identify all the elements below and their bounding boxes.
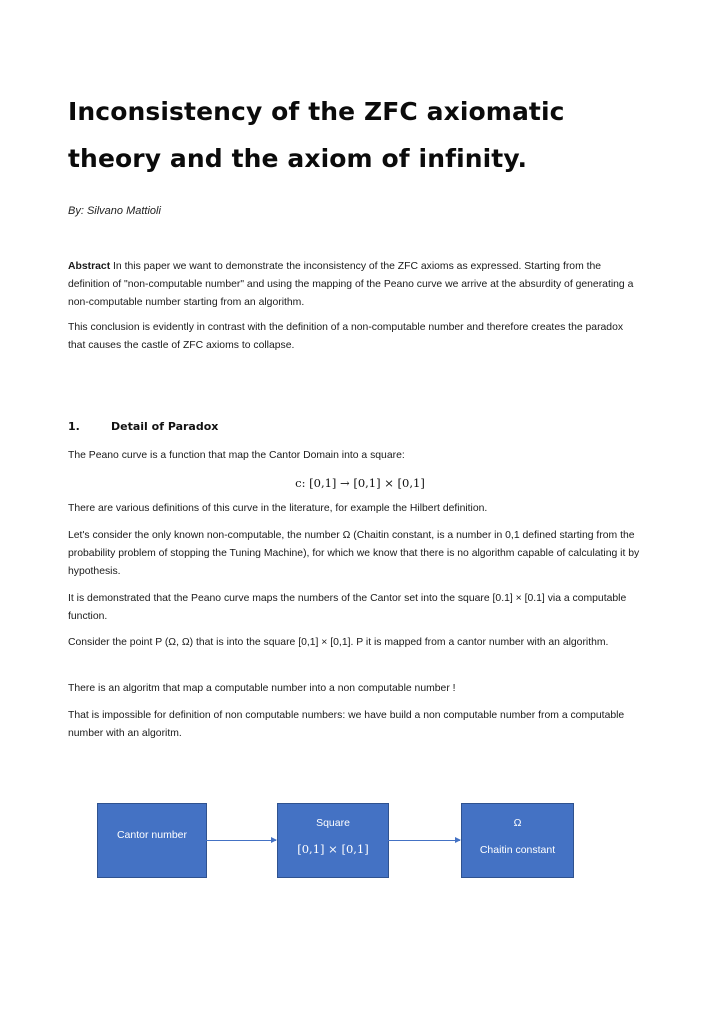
omega-symbol: Ω — [513, 817, 522, 829]
arrow-square-to-omega — [388, 840, 460, 841]
title-line-1: Inconsistency of the ZFC axiomatic — [68, 97, 565, 126]
cantor-number-box — [97, 803, 207, 878]
chaitin-constant-label: Chaitin constant — [479, 844, 556, 856]
abstract-text: In this paper we want to demonstrate the inconsistency of the ZFC axioms as expressed. Starting from the definition of "non-computable number" and using the mapping of the Peano curve we arrive at the absurdity of generating a non-computable number starting from an algorithm. — [68, 261, 634, 308]
section-heading — [68, 420, 218, 433]
section-number: 1. — [68, 420, 80, 433]
arrow-cantor-to-square — [206, 840, 276, 841]
abstract-paragraph — [68, 258, 643, 312]
paper-title — [68, 88, 668, 182]
paragraph-peano: The Peano curve is a function that map the Cantor Domain into a square: — [68, 450, 405, 461]
paragraph-chaitin: Let's consider the only known non-computable, the number Ω (Chaitin constant, is a number in 0,1 defined starting from the probability problem of stopping the Tuning Machine), for which we know that there is no algorithm capable of calculating it by hypothesis. — [68, 530, 640, 577]
paragraph-algorithm: There is an algoritm that map a computable number into a non computable number ! — [68, 683, 456, 694]
square-box — [277, 803, 389, 878]
square-title: Square — [316, 817, 350, 829]
paragraph-point-p: Consider the point P (Ω, Ω) that is into the square [0,1] × [0,1]. P it is mapped from a cantor number with an algorithm. — [68, 637, 609, 648]
paragraph-cantor-map: It is demonstrated that the Peano curve maps the numbers of the Cantor set into the square [0.1] × [0.1] via a computable function. — [68, 593, 627, 622]
chaitin-constant-box — [461, 803, 574, 878]
paragraph-definitions: There are various definitions of this curve in the literature, for example the Hilbert definition. — [68, 503, 488, 514]
cantor-number-label: Cantor number — [116, 829, 188, 841]
abstract-label: Abstract — [68, 261, 111, 272]
section-title: Detail of Paradox — [111, 420, 219, 433]
peano-formula: c: [0,1] → [0,1] × [0,1] — [295, 476, 425, 490]
paragraph-impossible: That is impossible for definition of non computable numbers: we have build a non computable number from a computable number with an algoritm. — [68, 710, 625, 739]
square-formula: [0,1] × [0,1] — [297, 842, 369, 856]
author-byline: By: Silvano Mattioli — [68, 205, 161, 217]
title-line-2: theory and the axiom of infinity. — [68, 144, 528, 173]
conclusion-paragraph: This conclusion is evidently in contrast with the definition of a non-computable number and therefore creates the paradox that causes the castle of ZFC axioms to collapse. — [68, 322, 624, 351]
